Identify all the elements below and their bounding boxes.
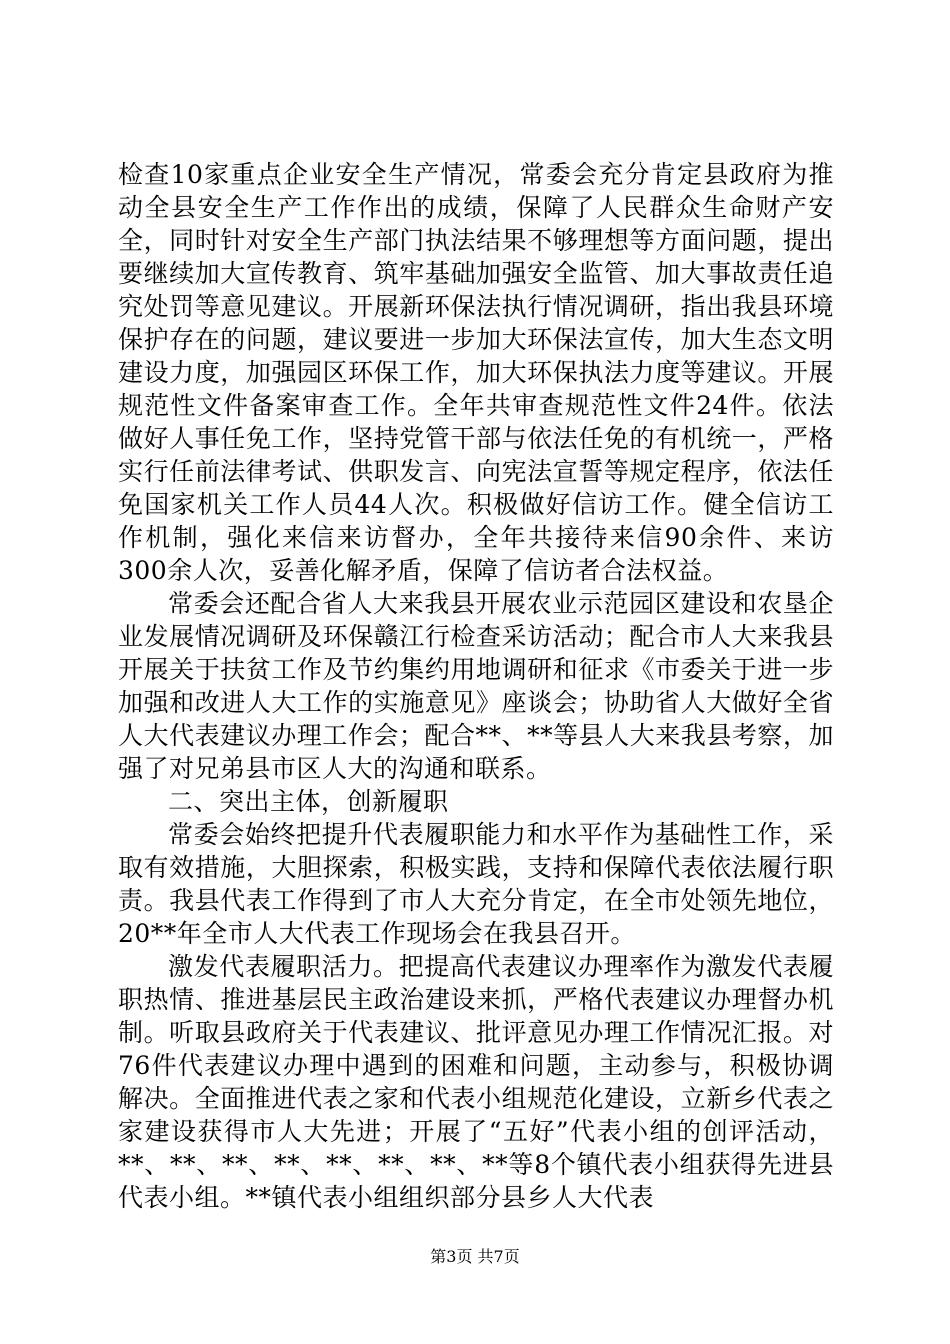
document-body (118, 158, 834, 1214)
paragraph-2: 常委会还配合省人大来我县开展农业示范园区建设和农垦企业发展情况调研及环保赣江行检查采访活动；配合市人大来我县开展关于扶贫工作及节约集约用地调研和征求《市委关于进一步加强和改进人大工作的实施意见》座谈会；协助省人大做好全省人大代表建议办理工作会；配合**、**等县人大来我县考察，加强了对兄弟县市区人大的沟通和联系。 (118, 589, 834, 783)
paragraph-3: 常委会始终把提升代表履职能力和水平作为基础性工作，采取有效措施，大胆探索，积极实践，支持和保障代表依法履行职责。我县代表工作得到了市人大充分肯定，在全市处领先地位，20**年全市人大代表工作现场会在我县召开。 (118, 820, 834, 948)
page-footer: 第3页 共7页 (430, 1247, 520, 1266)
paragraph-1: 检查10家重点企业安全生产情况，常委会充分肯定县政府为推动全县安全生产工作作出的成绩，保障了人民群众生命财产安全，同时针对安全生产部门执法结果不够理想等方面问题，提出要继续加大宣传教育、筑牢基础加强安全监管、加大事故责任追究处罚等意见建议。开展新环保法执行情况调研，指出我县环境保护存在的问题，建议要进一步加大环保法宣传，加大生态文明建设力度，加强园区环保工作，加大环保执法力度等建议。开展规范性文件备案审查工作。全年共审查规范性文件24件。依法做好人事任免工作，坚持党管干部与依法任免的有机统一，严格实行任前法律考试、供职发言、向宪法宣誓等规定程序，依法任免国家机关工作人员44人次。积极做好信访工作。健全信访工作机制，强化来信来访督办，全年共接待来信90余件、来访300余人次，妥善化解矛盾，保障了信访者合法权益。 (118, 160, 834, 585)
paragraph-4: 激发代表履职活力。把提高代表建议办理率作为激发代表履职热情、推进基层民主政治建设来抓，严格代表建议办理督办机制。听取县政府关于代表建议、批评意见办理工作情况汇报。对76件代表建议办理中遇到的困难和问题，主动参与，积极协调解决。全面推进代表之家和代表小组规范化建设，立新乡代表之家建设获得市人大先进；开展了“五好”代表小组的创评活动，**、**、**、**、**、**、**、**等8个镇代表小组获得先进县代表小组。**镇代表小组组织部分县乡人大代表 (118, 952, 834, 1212)
section-heading: 二、突出主体，创新履职 (168, 787, 449, 816)
